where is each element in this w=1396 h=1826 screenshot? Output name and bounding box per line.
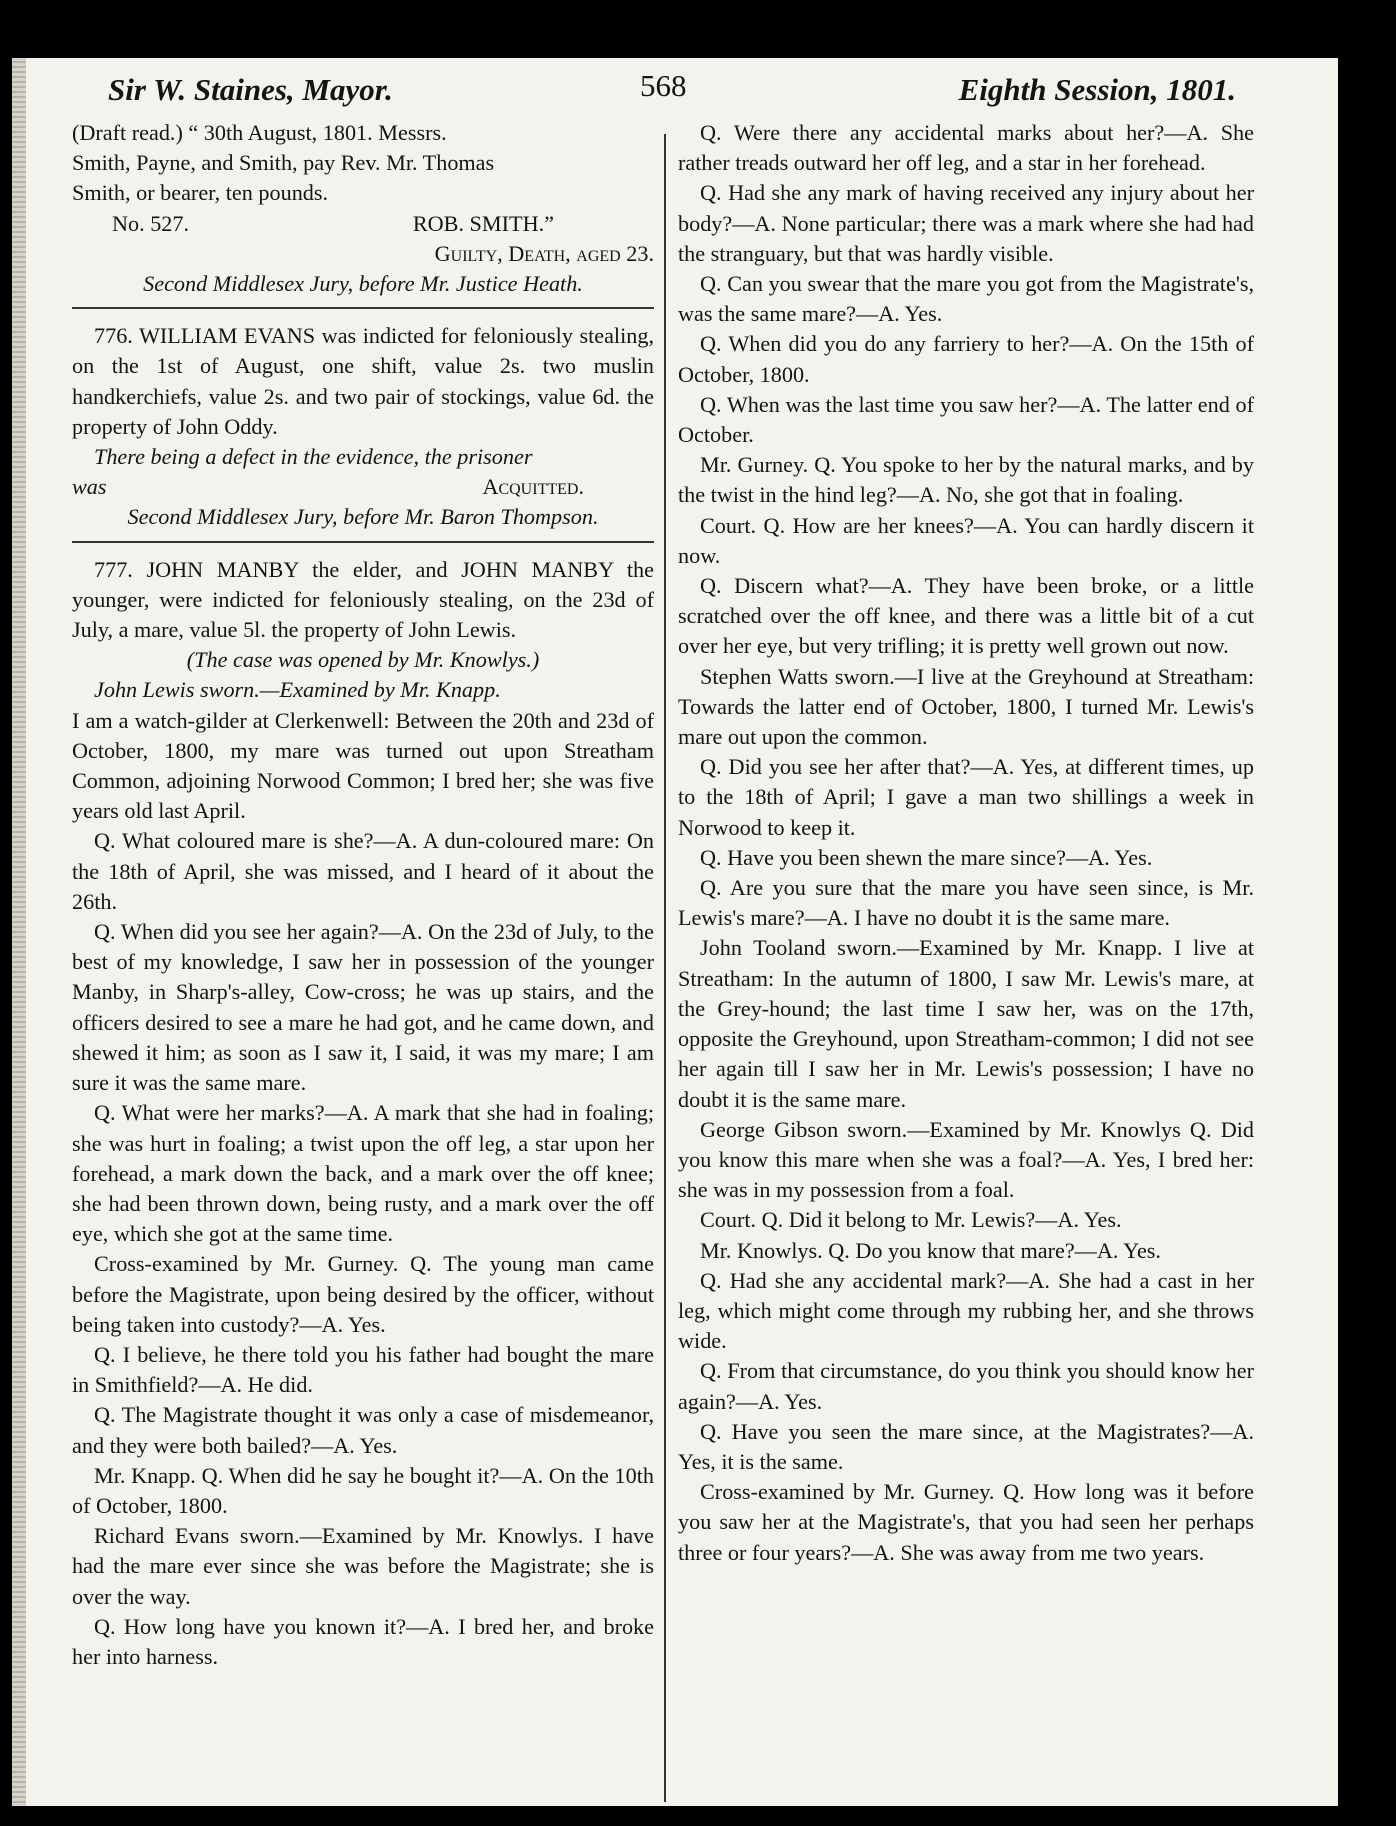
section-rule-2 (72, 541, 654, 543)
testimony-left-10: Q. How long have you known it?—A. I bred her, and broke her into harness. (72, 1613, 654, 1669)
testimony-left-3: Q. When did you see her again?—A. On the 23d of July, to the best of my knowledge, I saw her in possession of the younger Manby, in Sharp's-alley, Cow-cross; he was up stairs, and the officers desired to see a mare he had got, and he came down, and shewed it him; as soon as I saw it, I said, it was my mare; I am sure it was the same mare. (72, 919, 654, 1096)
draft-signature: ROB. SMITH.” (412, 210, 554, 236)
testimony-left-2: Q. What coloured mare is she?—A. A dun-coloured mare: On the 18th of April, she was missed, and I heard of it about the 26th. (72, 828, 654, 914)
testimony-right-3: Q. Can you swear that the mare you got from the Magistrate's, was the same mare?—A. Yes. (678, 271, 1254, 327)
testimony-right-19: Q. Have you seen the mare since, at the Magistrates?—A. Yes, it is the same. (678, 1418, 1254, 1474)
jury-line-2: Second Middlesex Jury, before Mr. Baron Thompson. (127, 504, 599, 530)
verdict-smith: Guilty, Death, aged 23. (434, 240, 654, 266)
header-session: Eighth Session, 1801. (958, 72, 1236, 107)
testimony-right-20: Cross-examined by Mr. Gurney. Q. How long was it before you saw her at the Magistrate's, that you had seen her perhaps three or four years?—A. She was away from me two years. (678, 1479, 1254, 1565)
header-mayor: Sir W. Staines, Mayor. (108, 72, 393, 107)
testimony-right-2: Q. Had she any mark of having received any injury about her body?—A. None particular; there was a mark where she had had the stranguary, but that was hardly visible. (678, 180, 1254, 266)
verdict-evans: Acquitted. (482, 474, 584, 500)
testimony-right-17: Q. Had she any accidental mark?—A. She had a cast in her leg, which might come through my rubbing her, and she throws wide. (678, 1267, 1254, 1354)
acquitted-row (72, 472, 654, 502)
binding-edge (12, 58, 26, 1806)
testimony-left-4: Q. What were her marks?—A. A mark that she had in foaling; she was hurt in foaling; a twist upon the off leg, a star upon her forehead, a mark down the back, and a mark over the off knee; she had been thrown down, being rusty, and a mark over the off eye, which she got at the same time. (72, 1100, 654, 1247)
lewis-sworn: John Lewis sworn.—Examined by Mr. Knapp. (94, 677, 501, 703)
was-word: was (72, 474, 107, 500)
section-rule-1 (72, 307, 654, 309)
page-sheet (12, 58, 1338, 1806)
testimony-left-7: Q. The Magistrate thought it was only a case of misdemeanor, and they were both bailed?—A. Yes. (72, 1402, 654, 1458)
draft-number: No. 527. (112, 210, 190, 236)
testimony-right-16: Mr. Knowlys. Q. Do you know that mare?—A. Yes. (700, 1237, 1161, 1263)
testimony-right-8: Q. Discern what?—A. They have been broke, or a little scratched over the off knee, and there was a little bit of a cut over her eye, but very trifling; it is pretty well grown out now. (678, 573, 1254, 659)
testimony-right-5: Q. When was the last time you saw her?—A. The latter end of October. (678, 391, 1254, 448)
draft-line-1: (Draft read.) “ 30th August, 1801. Messrs. (72, 120, 447, 145)
column-divider (664, 134, 666, 1802)
testimony-left-8: Mr. Knapp. Q. When did he say he bought it?—A. On the 10th of October, 1800. (72, 1462, 654, 1518)
testimony-left-1: I am a watch-gilder at Clerkenwell: Between the 20th and 23d of October, 1800, my mare was turned out upon Streatham Common, adjoining Norwood Common; I bred her; she was five years old last April. (72, 707, 654, 824)
testimony-left-6: Q. I believe, he there told you his father had bought the mare in Smithfield?—A. He did. (72, 1341, 654, 1398)
testimony-right-4: Q. When did you do any farriery to her?—A. On the 15th of October, 1800. (678, 331, 1254, 387)
left-column (72, 118, 654, 1806)
defect-line: There being a defect in the evidence, the prisoner (94, 444, 533, 470)
testimony-right-12: Q. Are you sure that the mare you have seen since, is Mr. Lewis's mare?—A. I have no doubt it is the same mare. (678, 875, 1254, 931)
testimony-left-5: Cross-examined by Mr. Gurney. Q. The young man came before the Magistrate, upon being desired by the officer, without being taken into custody?—A. Yes. (72, 1251, 654, 1337)
testimony-right-9: Stephen Watts sworn.—I live at the Greyhound at Streatham: Towards the latter end of October, 1800, I turned Mr. Lewis's mare out upon the common. (678, 663, 1254, 750)
right-column (678, 118, 1254, 1806)
testimony-right-1: Q. Were there any accidental marks about her?—A. She rather treads outward her off leg, and a star in her forehead. (678, 120, 1254, 176)
case-776: 776. WILLIAM EVANS was indicted for feloniously stealing, on the 1st of August, one shift, value 2s. two muslin handkerchiefs, value 2s. and two pair of stockings, value 6d. the property of John Oddy. (72, 323, 654, 439)
draft-line-2: Smith, Payne, and Smith, pay Rev. Mr. Thomas (72, 150, 495, 176)
testimony-right-6: Mr. Gurney. Q. You spoke to her by the natural marks, and by the twist in the hind leg?—A. No, she got that in foaling. (678, 452, 1254, 508)
case-777: 777. JOHN MANBY the elder, and JOHN MANBY the younger, were indicted for feloniously stealing, on the 23d of July, a mare, value 5l. the property of John Lewis. (72, 556, 654, 643)
draft-line-3: Smith, or bearer, ten pounds. (72, 180, 329, 206)
draft-signature-row (72, 209, 654, 239)
testimony-right-7: Court. Q. How are her knees?—A. You can hardly discern it now. (678, 512, 1254, 568)
case-opened: (The case was opened by Mr. Knowlys.) (186, 647, 540, 673)
testimony-left-9: Richard Evans sworn.—Examined by Mr. Knowlys. I have had the mare ever since she was before the Magistrate; she is over the way. (72, 1523, 654, 1609)
running-header (108, 68, 1236, 118)
testimony-right-18: Q. From that circumstance, do you think you should know her again?—A. Yes. (678, 1358, 1254, 1414)
testimony-right-11: Q. Have you been shewn the mare since?—A. Yes. (700, 844, 1153, 870)
testimony-right-13: John Tooland sworn.—Examined by Mr. Knapp. I live at Streatham: In the autumn of 1800, I saw Mr. Lewis's mare, at the Grey-hound; the last time I saw her, was on the 17th, opposite the Greyhound, upon Streatham-common; I did not see her again till I saw her in Mr. Lewis's possession; I have no doubt it is the same mare. (678, 935, 1254, 1112)
jury-line-1: Second Middlesex Jury, before Mr. Justice Heath. (143, 271, 583, 297)
page-number: 568 (640, 68, 687, 103)
testimony-right-15: Court. Q. Did it belong to Mr. Lewis?—A. Yes. (700, 1207, 1122, 1233)
testimony-right-10: Q. Did you see her after that?—A. Yes, at different times, up to the 18th of April; I gave a man two shillings a week in Norwood to keep it. (678, 754, 1254, 840)
testimony-right-14: George Gibson sworn.—Examined by Mr. Knowlys Q. Did you know this mare when she was a foal?—A. Yes, I bred her: she was in my possession from a foal. (678, 1116, 1254, 1203)
